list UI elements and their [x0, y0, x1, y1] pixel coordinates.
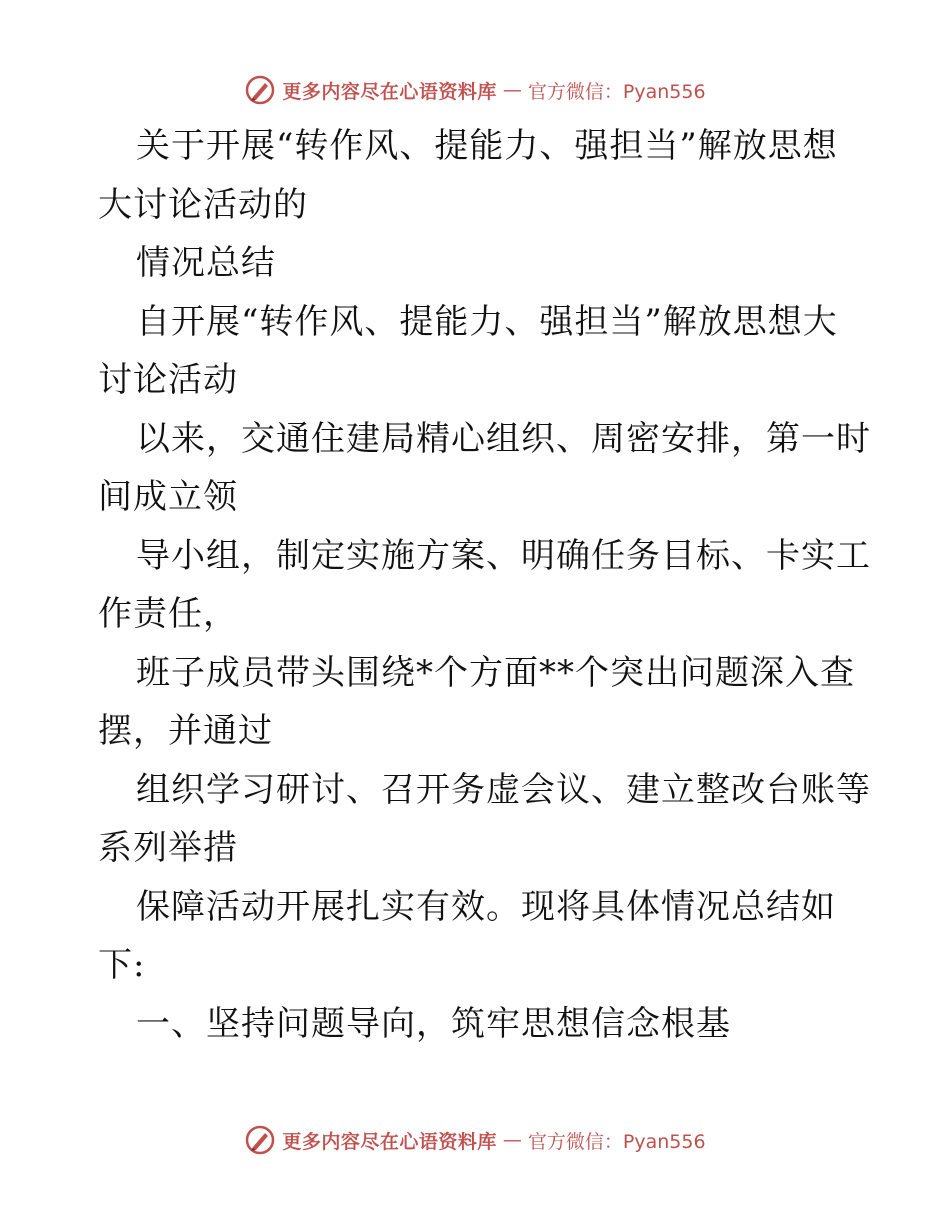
paragraph-line: 自开展“转作风、提能力、强担当”解放思想大: [136, 301, 838, 342]
paragraph-line: 下:: [98, 945, 146, 985]
header-watermark-banner: [0, 70, 950, 110]
paragraph-line: 作责任，: [98, 594, 238, 634]
paragraph-line: 组织学习研讨、召开务虚会议、建立整改台账等: [136, 769, 871, 810]
title-line-1: 关于开展“转作风、提能力、强担当”解放思想: [136, 126, 838, 166]
paragraph-line: 导小组，制定实施方案、明确任务目标、卡实工: [136, 535, 871, 576]
paragraph-line: 系列举措: [98, 828, 238, 868]
pen-logo-icon: [244, 1124, 276, 1156]
footer-site-text: 更多内容尽在心语资料库: [282, 1130, 497, 1153]
document-body: [98, 117, 871, 1053]
paragraph-line: 间成立领: [98, 477, 238, 517]
paragraph-line: 班子成员带头围绕*个方面**个突出问题深入查: [136, 652, 855, 693]
footer-watermark-banner: [0, 1120, 950, 1160]
paragraph-line: 摆，并通过: [98, 711, 273, 751]
title-line-3: 情况总结: [136, 243, 276, 283]
paragraph-line: 保障活动开展扎实有效。现将具体情况总结如: [136, 886, 836, 927]
pen-logo-icon: [244, 74, 276, 106]
footer-wechat-text: 官方微信：Pyan556: [527, 1130, 706, 1153]
header-separator: —: [502, 79, 522, 101]
title-line-2: 大讨论活动的: [98, 184, 308, 225]
footer-separator: —: [502, 1129, 522, 1151]
paragraph-line: 讨论活动: [98, 360, 238, 400]
section-heading: 一、坚持问题导向，筑牢思想信念根基: [136, 1003, 731, 1044]
header-wechat-text: 官方微信：Pyan556: [527, 80, 706, 103]
paragraph-line: 以来，交通住建局精心组织、周密安排，第一时: [136, 418, 871, 459]
header-site-text: 更多内容尽在心语资料库: [282, 80, 497, 103]
